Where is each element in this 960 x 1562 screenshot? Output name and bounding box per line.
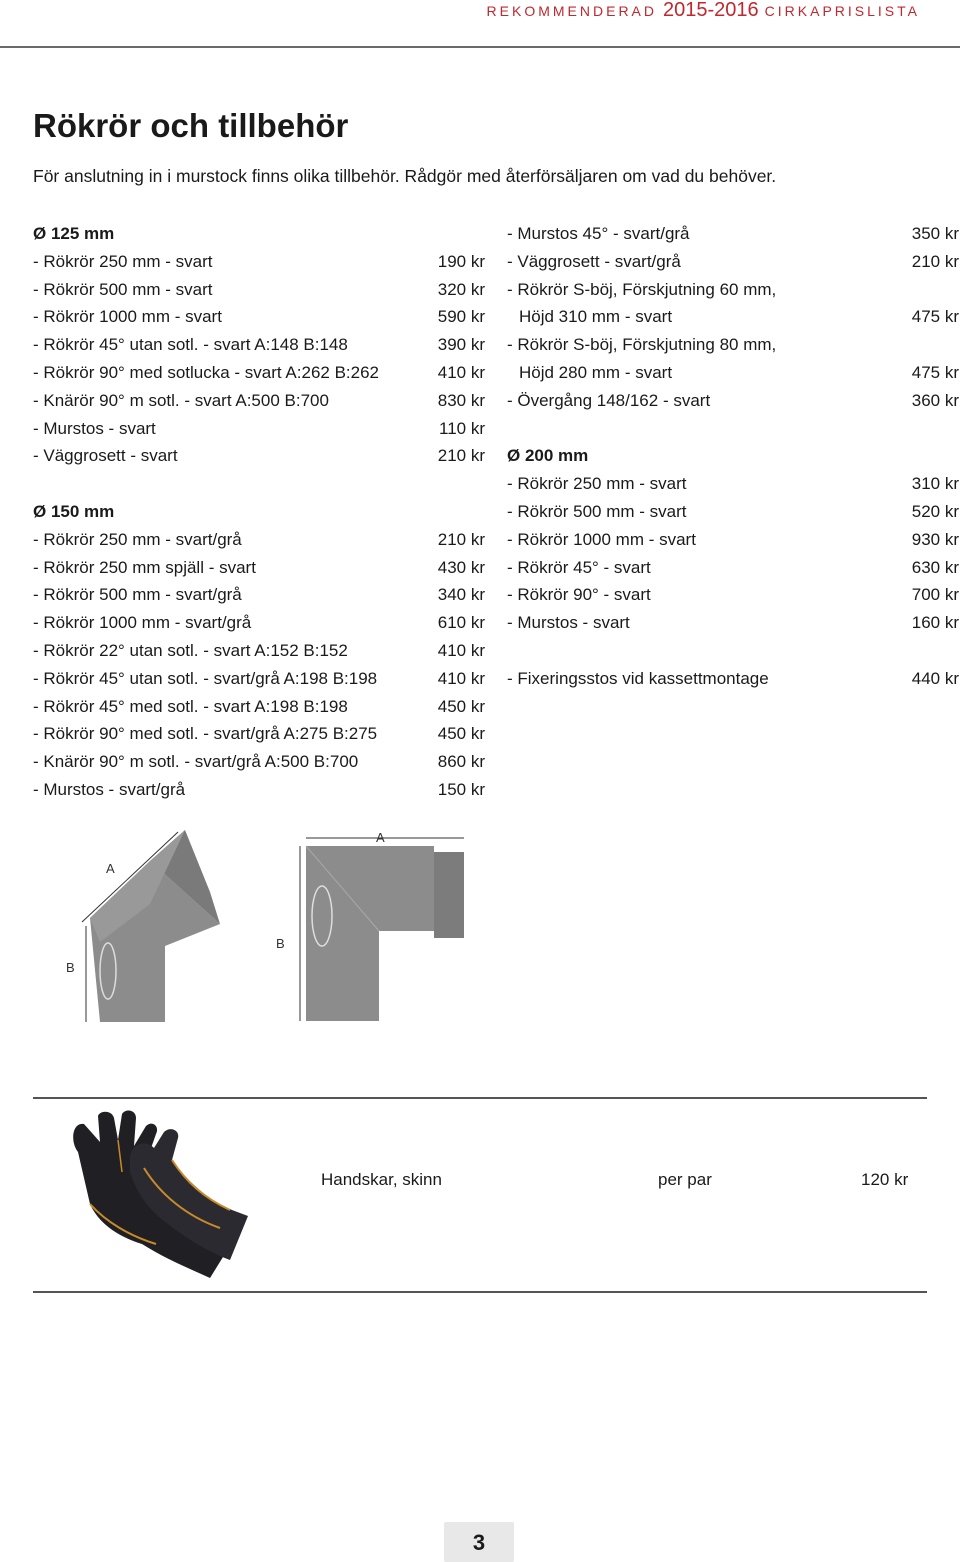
- item-price: 390 kr: [437, 335, 485, 355]
- item-label: - Rökrör 500 mm - svart: [507, 501, 687, 521]
- item-price: 830 kr: [437, 390, 485, 410]
- item-label: - Rökrör 1000 mm - svart: [507, 529, 696, 549]
- item-label: - Rökrör 45° utan sotl. - svart/grå A:198 B:198: [33, 668, 378, 688]
- item-label: - Rökrör 90° med sotlucka - svart A:262 B:262: [33, 362, 380, 382]
- item-label: - Knärör 90° m sotl. - svart A:500 B:700: [33, 390, 329, 410]
- item-label: - Rökrör 45° med sotl. - svart A:198 B:198: [33, 696, 348, 716]
- price-row: [33, 387, 485, 415]
- item-label: - Rökrör 1000 mm - svart/grå: [33, 613, 252, 633]
- price-row: [33, 276, 485, 304]
- gloves-price: 120 kr: [861, 1170, 909, 1189]
- price-row: [507, 387, 959, 415]
- item-label: - Murstos - svart/grå: [33, 779, 186, 799]
- page-title: Rökrör och tillbehör: [33, 107, 349, 144]
- price-row: [507, 331, 959, 359]
- price-row: [33, 581, 485, 609]
- dimension-b-label: B: [66, 960, 75, 975]
- gloves-image: [60, 1112, 260, 1282]
- spacer-row: [507, 637, 959, 665]
- item-label: - Murstos - svart: [33, 418, 156, 438]
- item-price: 110 kr: [439, 418, 485, 438]
- price-list-right: [507, 220, 959, 693]
- item-price: 210 kr: [911, 251, 959, 271]
- price-row: [507, 526, 959, 554]
- item-price: 440 kr: [911, 668, 959, 688]
- price-row: [507, 665, 959, 693]
- intro-text: För anslutning in i murstock finns olika tillbehör. Rådgör med återförsäljaren om vad du behöver.: [33, 166, 777, 186]
- price-row: [33, 776, 485, 804]
- price-row: [33, 665, 485, 693]
- price-row: [33, 693, 485, 721]
- item-label: - Rökrör S-böj, Förskjutning 60 mm,: [507, 279, 777, 299]
- dimension-a-label: A: [376, 830, 385, 845]
- spacer-row: [507, 415, 959, 443]
- item-label: - Rökrör 250 mm spjäll - svart: [33, 557, 256, 577]
- item-price: 210 kr: [437, 529, 485, 549]
- item-label: - Rökrör 90° med sotl. - svart/grå A:275 B:275: [33, 724, 378, 744]
- price-row: [507, 554, 959, 582]
- section-heading-label: Ø 150 mm: [33, 501, 115, 521]
- dimension-a-label: A: [106, 861, 115, 876]
- item-label: - Murstos - svart: [507, 613, 630, 633]
- price-row: [33, 609, 485, 637]
- section-divider: [33, 1097, 927, 1099]
- item-price: 360 kr: [911, 390, 959, 410]
- item-label: - Murstos 45° - svart/grå: [507, 224, 690, 243]
- header-divider: [0, 46, 960, 48]
- item-label: Höjd 310 mm - svart: [519, 307, 673, 327]
- item-price: 210 kr: [437, 446, 485, 466]
- elbow-45-diagram: [60, 826, 240, 1026]
- price-row: [507, 220, 959, 248]
- elbow-90-collar: [434, 852, 464, 938]
- section-divider: [33, 1291, 927, 1293]
- header-suffix: CIRKAPRISLISTA: [764, 3, 920, 19]
- item-label: - Rökrör 500 mm - svart: [33, 279, 213, 299]
- price-row: [33, 248, 485, 276]
- item-price: 410 kr: [437, 640, 485, 660]
- price-row: [507, 276, 959, 304]
- item-label: - Rökrör 45° - svart: [507, 557, 651, 577]
- price-row: [507, 248, 959, 276]
- item-label: - Rökrör 250 mm - svart: [507, 474, 687, 494]
- price-row: [33, 637, 485, 665]
- price-row: [33, 415, 485, 443]
- item-label: - Övergång 148/162 - svart: [507, 390, 711, 410]
- item-price: 430 kr: [437, 557, 485, 577]
- item-price: 310 kr: [911, 474, 959, 494]
- item-label: - Rökrör 250 mm - svart/grå: [33, 529, 242, 549]
- section-heading: [507, 442, 959, 470]
- price-row: [33, 359, 485, 387]
- item-price: 700 kr: [911, 585, 959, 605]
- item-price: 190 kr: [437, 251, 485, 271]
- item-label: - Väggrosett - svart/grå: [507, 251, 681, 271]
- elbow-90-body: [306, 846, 434, 1021]
- item-label: - Väggrosett - svart: [33, 446, 178, 466]
- item-label: - Rökrör 500 mm - svart/grå: [33, 585, 242, 605]
- gloves-unit: per par: [658, 1170, 712, 1189]
- section-heading-label: Ø 200 mm: [507, 446, 589, 466]
- price-list-left: [33, 220, 485, 804]
- item-label: - Rökrör 90° - svart: [507, 585, 651, 605]
- dimension-b-label: B: [276, 936, 285, 951]
- item-label: - Rökrör 22° utan sotl. - svart A:152 B:152: [33, 640, 348, 660]
- price-row: [507, 470, 959, 498]
- price-row: [507, 609, 959, 637]
- section-heading: [33, 498, 485, 526]
- item-price: 450 kr: [437, 696, 485, 716]
- price-row: [33, 554, 485, 582]
- price-row: [507, 498, 959, 526]
- header-years: 2015-2016: [663, 0, 759, 21]
- item-label: - Rökrör 45° utan sotl. - svart A:148 B:148: [33, 335, 348, 355]
- price-row: [33, 331, 485, 359]
- item-price: 860 kr: [437, 752, 485, 772]
- item-price: 475 kr: [911, 362, 959, 382]
- item-label: - Rökrör 1000 mm - svart: [33, 307, 222, 327]
- price-row: [33, 442, 485, 470]
- page-number: 3: [472, 1530, 486, 1555]
- item-price: 340 kr: [437, 585, 485, 605]
- item-price: 320 kr: [437, 279, 485, 299]
- price-row: [507, 359, 959, 387]
- price-row: [33, 526, 485, 554]
- section-heading: [33, 220, 485, 248]
- item-label: - Fixeringsstos vid kassettmontage: [507, 668, 769, 688]
- gloves-name: Handskar, skinn: [321, 1170, 442, 1189]
- header-prefix: REKOMMENDERAD: [486, 3, 658, 19]
- item-price: 590 kr: [437, 307, 485, 327]
- elbow-90-diagram: [276, 826, 474, 1046]
- item-price: 930 kr: [911, 529, 959, 549]
- price-row: [33, 748, 485, 776]
- item-price: 160 kr: [911, 613, 959, 633]
- item-price: 410 kr: [437, 668, 485, 688]
- item-price: 350 kr: [911, 224, 959, 243]
- item-price: 610 kr: [437, 613, 485, 633]
- item-price: 410 kr: [437, 362, 485, 382]
- spacer-row: [33, 470, 485, 498]
- item-price: 475 kr: [911, 307, 959, 327]
- section-heading-label: Ø 125 mm: [33, 224, 115, 243]
- item-price: 150 kr: [437, 779, 485, 799]
- item-price: 450 kr: [437, 724, 485, 744]
- page-header: [487, 0, 920, 20]
- price-row: [33, 720, 485, 748]
- price-row: [33, 303, 485, 331]
- item-label: Höjd 280 mm - svart: [519, 362, 673, 382]
- item-label: - Knärör 90° m sotl. - svart/grå A:500 B:700: [33, 752, 359, 772]
- item-price: 520 kr: [911, 501, 959, 521]
- item-label: - Rökrör S-böj, Förskjutning 80 mm,: [507, 335, 777, 355]
- price-row: [507, 581, 959, 609]
- price-row: [507, 303, 959, 331]
- item-label: - Rökrör 250 mm - svart: [33, 251, 213, 271]
- item-price: 630 kr: [911, 557, 959, 577]
